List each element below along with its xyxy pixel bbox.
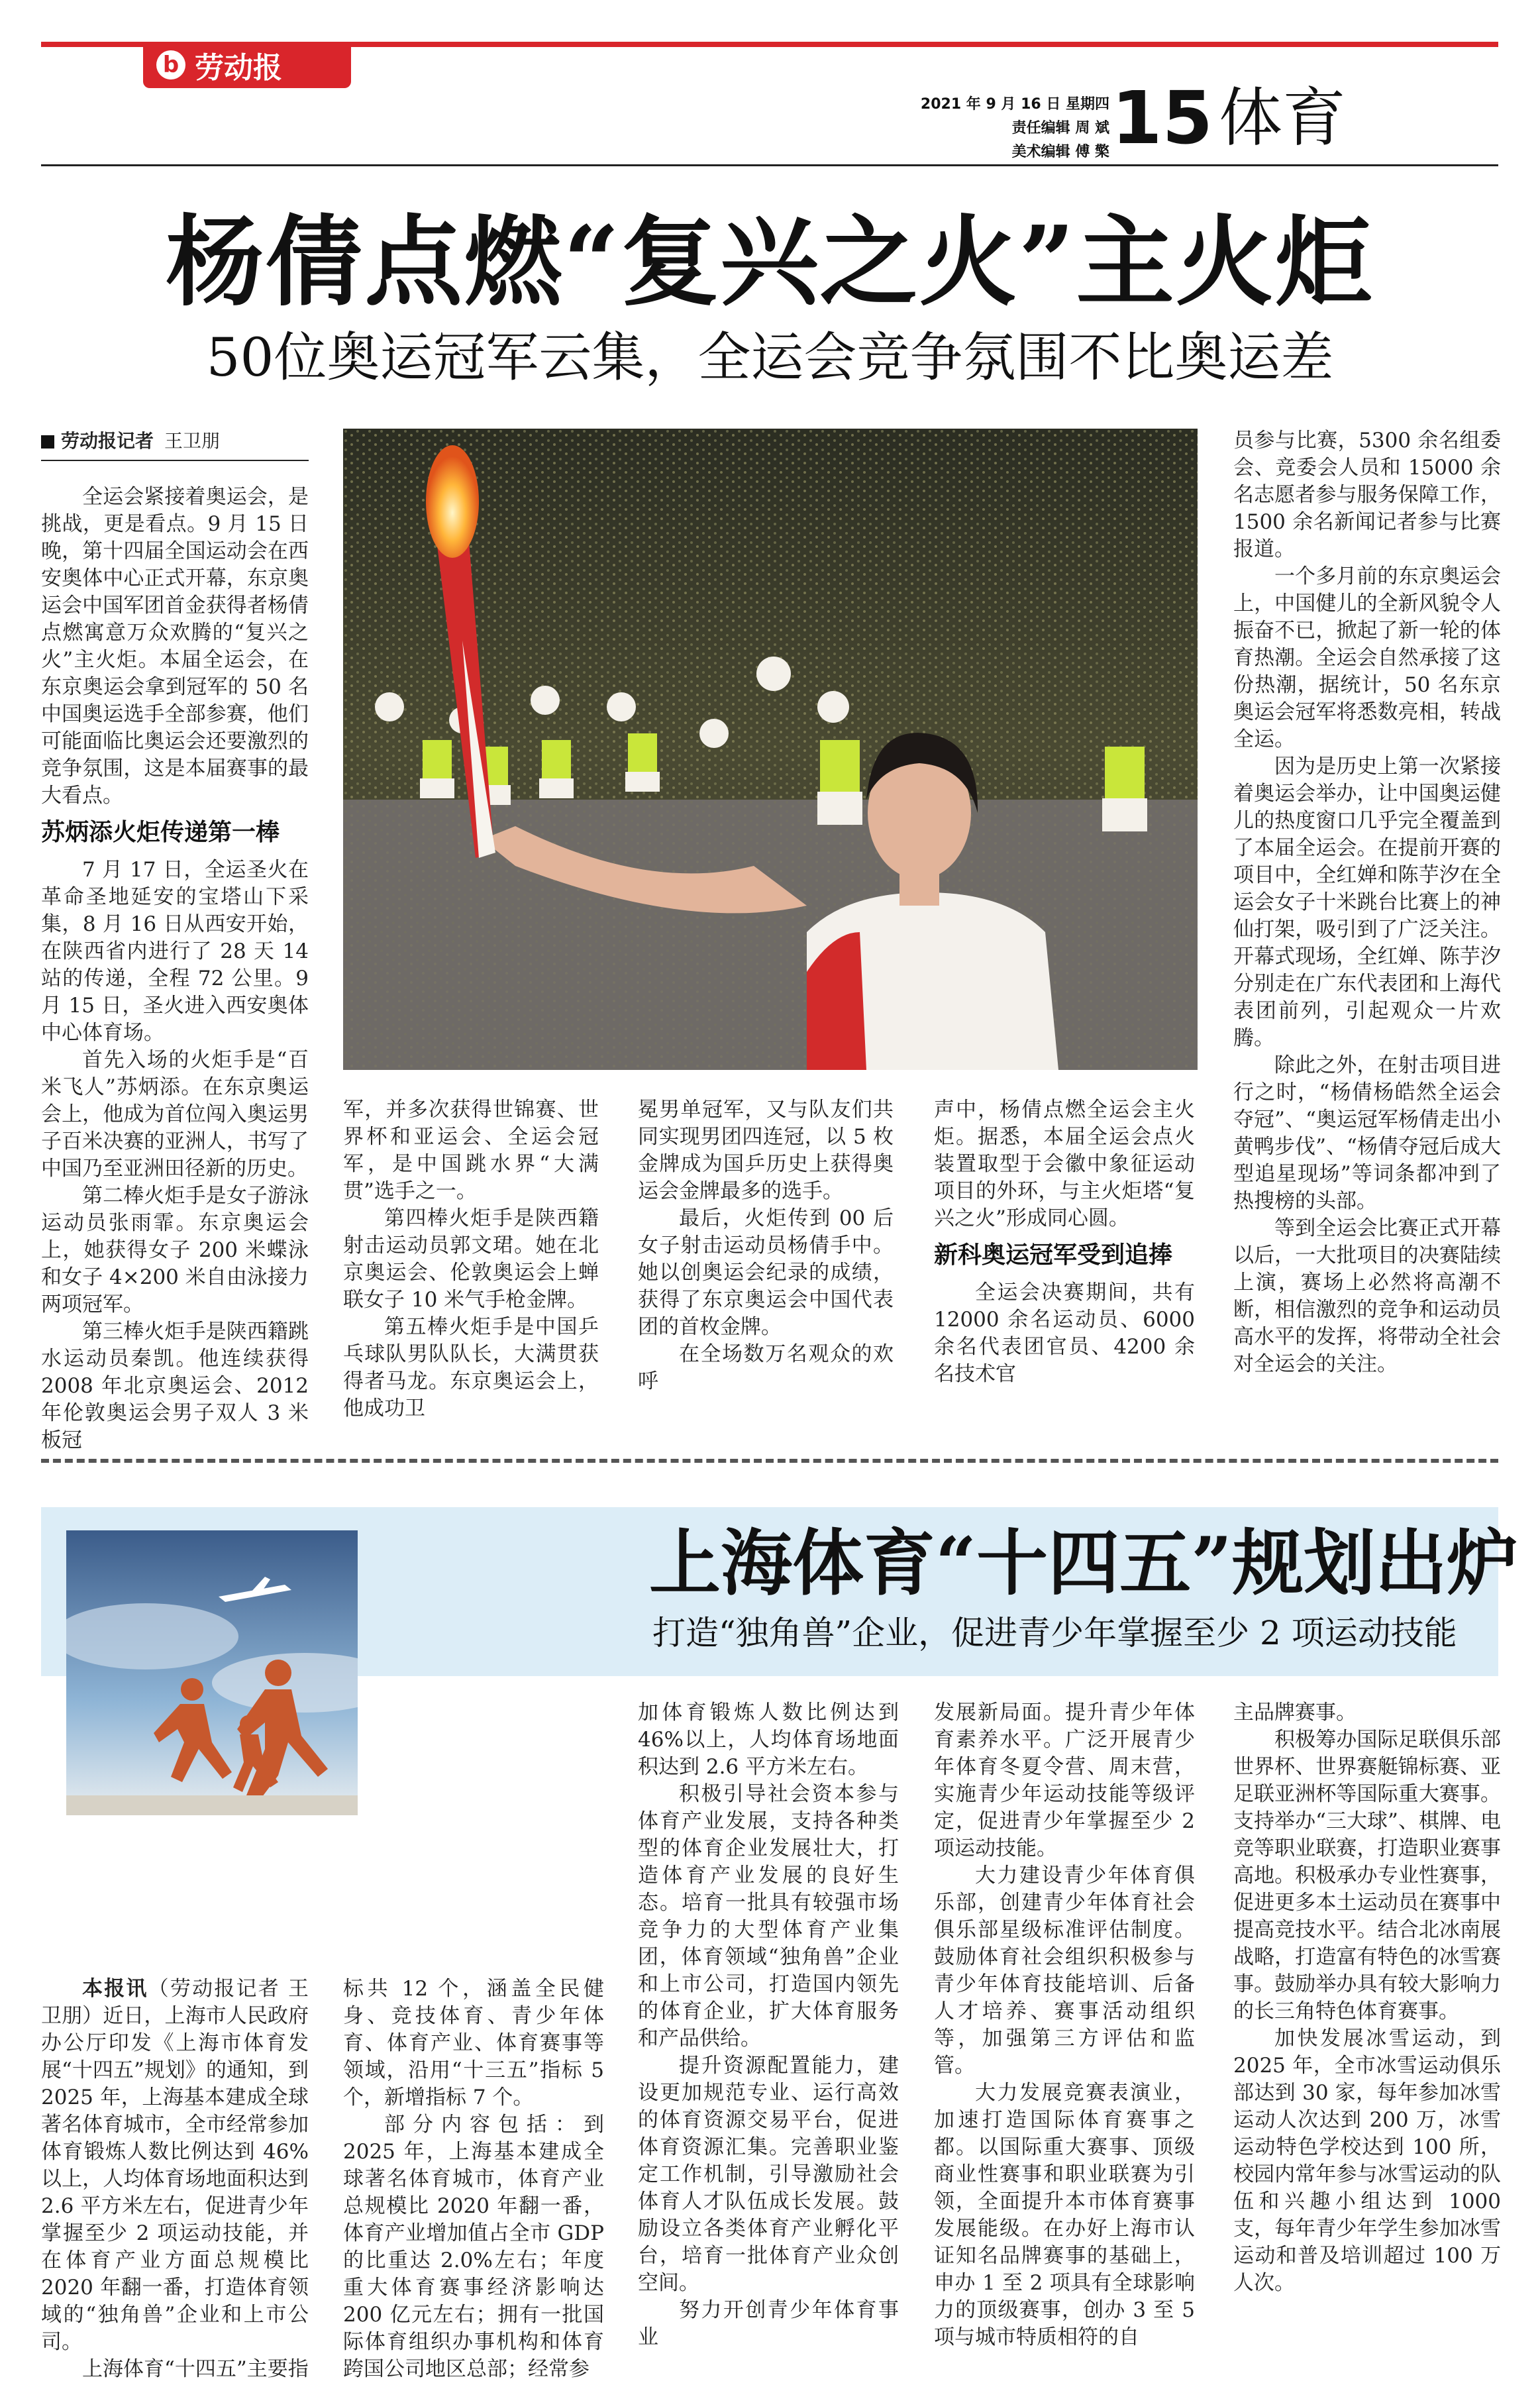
paragraph: 因为是历史上第一次紧接着奥运会举办，让中国奥运健儿的热度窗口几乎完全覆盖到了本届全运会。在提前开赛的项目中，全红婵和陈芋汐在全运会女子十米跳台比赛上的神仙打架，吸引到了广泛关注。开幕式现场，全红婵、陈芋汐分别走在广东代表团和上海代表团前列，引起观众一片欢腾。 [1233,755,1501,1050]
byline-square-icon [41,435,54,449]
article-divider [41,1459,1498,1463]
paragraph: 除此之外，在射击项目进行之时，“杨倩杨皓然全运会夺冠”、“奥运冠军杨倩走出小黄鸭步伐”、“杨倩夺冠后成大型追星现场”等词条都冲到了热搜榜的头部。 [1233,1053,1501,1213]
header-info [921,93,1109,164]
header-divider [41,164,1498,166]
article2-column-5 [1233,1699,1501,2297]
paragraph: 冕男单冠军，又与队友们共同实现男团四连冠，以 5 枚金牌成为国乒历史上获得奥运会金牌最多的选手。 [638,1098,894,1203]
article1-column-1 [41,427,309,1454]
paragraph: 提升资源配置能力，建设更加规范专业、运行高效的体育资源交易平台，促进体育资源汇集。完善职业鉴定工作机制，引导激励社会体育人才队伍成长发展。鼓励设立各类体育产业孵化平台，培育一批体育产业众创空间。 [638,2054,899,2295]
paragraph: 积极引导社会资本参与体育产业发展，支持各种类型的体育企业发展壮大，打造体育产业发展的良好生态。培育一批具有较强市场竞争力的大型体育产业集团，体育领域“独角兽”企业和上市公司，打造国内领先的体育企业，扩大体育服务和产品供给。 [638,1782,899,2050]
paragraph: 第四棒火炬手是陕西籍射击运动员郭文珺。她在北京奥运会、伦敦奥运会上蝉联女子 10 米气手枪金牌。 [343,1206,599,1312]
article1-heading-1: 苏炳添火炬传递第一棒 [41,818,280,846]
article1-column-5 [1233,427,1501,1378]
article2-column-1 [41,1976,309,2383]
paragraph: 一个多月前的东京奥运会上，中国健儿的全新风貌令人振奋不已，掀起了新一轮的体育热潮。全运会自然承接了这份热潮，据统计，50 名东京奥运会冠军将悉数亮相，转战全运。 [1233,564,1501,751]
byline-name: 王卫朋 [164,430,221,452]
article2-subheadline: 打造“独角兽”企业，促进青少年掌握至少 2 项运动技能 [652,1614,1457,1652]
paragraph: 全运会紧接着奥运会，是挑战，更是看点。9 月 15 日晚，第十四届全国运动会在西安奥体中心正式开幕，东京奥运会中国军团首金获得者杨倩点燃寓意万众欢腾的“复兴之火”主火炬。本届全运会，在东京奥运会拿到冠军的 50 名中国奥运选手全部参赛，他们可能面临比奥运会还要激烈的竞争氛围，这是本届赛事的最大看点。 [41,485,309,808]
article2-column-3 [638,1699,899,2351]
responsible-editor: 责任编辑 周 斌 [1011,120,1109,136]
paragraph: 第三棒火炬手是陕西籍跳水运动员秦凯。他连续获得 2008 年北京奥运会、2012 年伦敦奥运会男子双人 3 米板冠 [41,1320,309,1452]
section-title: 体育 [1219,81,1346,155]
article1-column-2 [343,1096,599,1422]
logo-text: 劳动报 [195,51,282,85]
article1-column-3 [638,1096,894,1395]
paragraph: 军，并多次获得世锦赛、世界杯和亚运会、全运会冠军，是中国跳水界“大满贯”选手之一。 [343,1098,599,1203]
paragraph: 大力发展竞赛表演业，加速打造国际体育赛事之都。以国际重大赛事、顶级商业性赛事和职业联赛为引领，全面提升本市体育赛事发展能级。在办好上海市认证知名品牌赛事的基础上，申办 1 至 2 项具有全球影响力的顶级赛事，创办 3 至 5 项与城市特质相符的自 [934,2081,1195,2349]
torch-lighting-photo [343,429,1198,1070]
paragraph: 努力开创青少年体育事业 [638,2298,899,2349]
paragraph: 在全场数万名观众的欢呼 [638,1342,894,1393]
article1-subheadline: 50位奥运冠军云集，全运会竞争氛围不比奥运差 [206,327,1334,388]
art-editor: 美术编辑 傅 檠 [1011,144,1109,160]
running-family-illustration [66,1530,358,1815]
lead-byline: （劳动报记者 王卫朋） [41,1977,309,2028]
newspaper-logo [143,42,351,88]
paragraph: 7 月 17 日，全运圣火在革命圣地延安的宝塔山下采集，8 月 16 日从西安开始，在陕西省内进行了 28 天 14 站的传递，全程 72 公里。9 月 15 日，圣火进入西安奥体中心体育场。 [41,858,309,1045]
paragraph: 第五棒火炬手是中国乒乓球队男队队长，大满贯获得者马龙。东京奥运会上，他成功卫 [343,1315,599,1420]
paragraph: 最后，火炬传到 00 后女子射击运动员杨倩手中。她以创奥运会纪录的成绩，获得了东京奥运会中国代表团的首枚金牌。 [638,1206,894,1339]
paragraph: 员参与比赛，5300 余名组委会、竞委会人员和 15000 余名志愿者参与服务保障工作，1500 余名新闻记者参与比赛报道。 [1233,429,1501,561]
paragraph: 部分内容包括：到 2025 年，上海基本建成全球著名体育城市，体育产业总规模比 2020 年翻一番，体育产业增加值占全市 GDP 的比重达 2.0%左右；年度重大体育赛事经济影响达 200 亿元左右；拥有一批国际体育组织办事机构和体育跨国公司地区总部；经常参 [343,2113,604,2381]
paragraph: 第二棒火炬手是女子游泳运动员张雨霏。东京奥运会上，她获得女子 200 米蝶泳和女子 4×200 米自由泳接力两项冠军。 [41,1184,309,1316]
article1-heading-2: 新科奥运冠军受到追捧 [934,1241,1173,1269]
issue-date: 2021 年 9 月 16 日 星期四 [920,96,1109,113]
logo-mark-icon: b [156,50,185,79]
paragraph: 积极筹办国际足联俱乐部世界杯、世界赛艇锦标赛、亚足联亚洲杯等国际重大赛事。支持举办“三大球”、棋牌、电竞等职业联赛，打造职业赛事高地。积极承办专业性赛事，促进更多本土运动员在赛事中提高竞技水平。结合北冰南展战略，打造富有特色的冰雪赛事。鼓励举办具有较大影响力的长三角特色体育赛事。 [1233,1728,1501,2023]
paragraph: 加体育锻炼人数比例达到 46%以上，人均体育场地面积达到 2.6 平方米左右。 [638,1701,899,1779]
article2-column-2 [343,1976,604,2383]
paragraph: 首先入场的火炬手是“百米飞人”苏炳添。在东京奥运会上，他成为首位闯入奥运男子百米决赛的亚洲人，书写了中国乃至亚洲田径新的历史。 [41,1048,309,1181]
article2-column-4 [934,1699,1195,2351]
lead-paragraph: 本报讯（劳动报记者 王卫朋）近日，上海市人民政府办公厅印发《上海市体育发展“十四五”规划》的通知，到 2025 年，上海基本建成全球著名体育城市，全市经常参加体育锻炼人数比例达到 46%以上，人均体育场地面积达到 2.6 平方米左右，促进青少年掌握至少 2 项运动技能，并在体育产业方面总规模比 2020 年翻一番，打造体育领域的“独角兽”企业和上市公司。 [41,1977,309,2354]
paragraph: 标共 12 个，涵盖全民健身、竞技体育、青少年体育、体育产业、体育赛事等领域，沿用“十三五”指标 5 个，新增指标 7 个。 [343,1977,604,2109]
paragraph: 上海体育“十四五”主要指 [82,2357,309,2381]
page-number: 15 [1111,76,1213,160]
paragraph: 发展新局面。提升青少年体育素养水平。广泛开展青少年体育冬夏令营、周末营，实施青少年运动技能等级评定，促进青少年掌握至少 2 项运动技能。 [934,1701,1195,1860]
article1-byline: 劳动报记者 王卫朋 [41,427,309,461]
article1-headline: 杨倩点燃“复兴之火”主火炬 [166,204,1374,319]
article1-column-4 [934,1096,1195,1388]
article2-headline: 上海体育“十四五”规划出炉 [649,1522,1519,1605]
paragraph: 全运会决赛期间，共有 12000 余名运动员、6000 余名代表团官员、4200 余名技术官 [934,1281,1195,1386]
paragraph: 大力建设青少年体育俱乐部，创建青少年体育社会俱乐部星级标准评估制度。鼓励体育社会组织积极参与青少年体育技能培训、后备人才培养、赛事活动组织等，加强第三方评估和监管。 [934,1864,1195,2078]
paragraph: 等到全运会比赛正式开幕以后，一大批项目的决赛陆续上演，赛场上必然将高潮不断，相信激烈的竞争和运动员高水平的发挥，将带动全社会对全运会的关注。 [1233,1216,1501,1376]
paragraph: 加快发展冰雪运动，到 2025 年，全市冰雪运动俱乐部达到 30 家，每年参加冰雪运动人次达到 200 万，冰雪运动特色学校达到 100 所，校园内常年参与冰雪运动的队伍和兴趣小组达到 1000 支，每年青少年学生参加冰雪运动和普及培训超过 100 万人次。 [1233,2027,1501,2295]
lead-label: 本报讯 [82,1977,148,2001]
paragraph: 声中，杨倩点燃全运会主火炬。据悉，本届全运会点火装置取型于会徽中象征运动项目的外环，与主火炬塔“复兴之火”形成同心圆。 [934,1098,1195,1230]
paragraph: 主品牌赛事。 [1233,1701,1357,1724]
